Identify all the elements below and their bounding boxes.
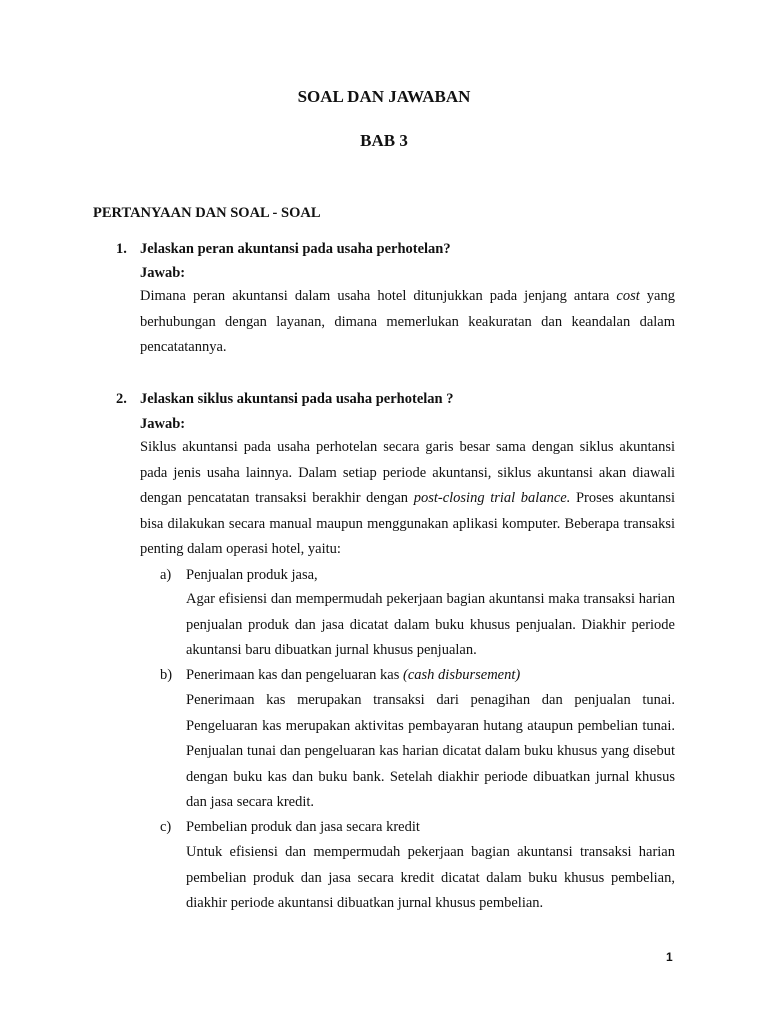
question-1-text: Jelaskan peran akuntansi pada usaha perhotelan?	[140, 241, 451, 257]
item-a-letter: a)	[160, 567, 172, 583]
item-a-title: Penjualan produk jasa,	[186, 567, 318, 583]
answer-2-text: Siklus akuntansi pada usaha perhotelan secara garis besar sama dengan siklus akuntansi pada jenis usaha lainnya. Dalam setiap periode akuntansi, siklus akuntansi akan diawali dengan pencatatan transaksi berakhir dengan post-closing trial balance. Proses akuntansi bisa dilakukan secara manual maupun menggunakan aplikasi komputer. Beberapa transaksi penting dalam operasi hotel, yaitu:	[140, 439, 676, 557]
question-1-number: 1.	[116, 241, 127, 257]
item-b-letter: b)	[160, 667, 173, 683]
item-c-title: Pembelian produk dan jasa secara kredit	[186, 819, 420, 835]
answer-1-label: Jawab:	[140, 265, 186, 281]
question-2-number: 2.	[116, 391, 127, 407]
item-c-body: Untuk efisiensi dan mempermudah pekerjaan bagian akuntansi transaksi harian pembelian produk dan jasa secara kredit dicatat dalam buku khusus pembelian, diakhir periode akuntansi dibuatkan jurnal khusus pembelian.	[186, 844, 675, 911]
page-number: 1	[666, 950, 673, 964]
item-b-title: Penerimaan kas dan pengeluaran kas (cash disbursement)	[186, 667, 521, 683]
chapter-heading: BAB 3	[360, 131, 408, 150]
section-heading: PERTANYAAN DAN SOAL - SOAL	[93, 205, 321, 221]
item-b-body: Penerimaan kas merupakan transaksi dari penagihan dan penjualan tunai. Pengeluaran kas merupakan aktivitas pembayaran hutang ataupun pembelian tunai. Penjualan tunai dan pengeluaran kas harian dicatat dalam buku khusus yang disebut dengan buku kas dan buku bank. Setelah diakhir periode dibuatkan jurnal khusus dan jasa secara kredit.	[186, 692, 675, 810]
question-2-text: Jelaskan siklus akuntansi pada usaha perhotelan ?	[140, 391, 454, 407]
document-title: SOAL DAN JAWABAN	[297, 87, 471, 106]
answer-1-text: Dimana peran akuntansi dalam usaha hotel ditunjukkan pada jenjang antara cost yang berhubungan dengan layanan, dimana memerlukan keakuratan dan keandalan dalam pencatatannya.	[140, 288, 675, 355]
item-c-letter: c)	[160, 819, 172, 835]
item-a-body: Agar efisiensi dan mempermudah pekerjaan bagian akuntansi maka transaksi harian penjualan produk dan jasa dicatat dalam buku khusus penjualan. Diakhir periode akuntansi baru dibuatkan jurnal khusus penjualan.	[186, 591, 675, 658]
answer-2-label: Jawab:	[140, 416, 186, 432]
